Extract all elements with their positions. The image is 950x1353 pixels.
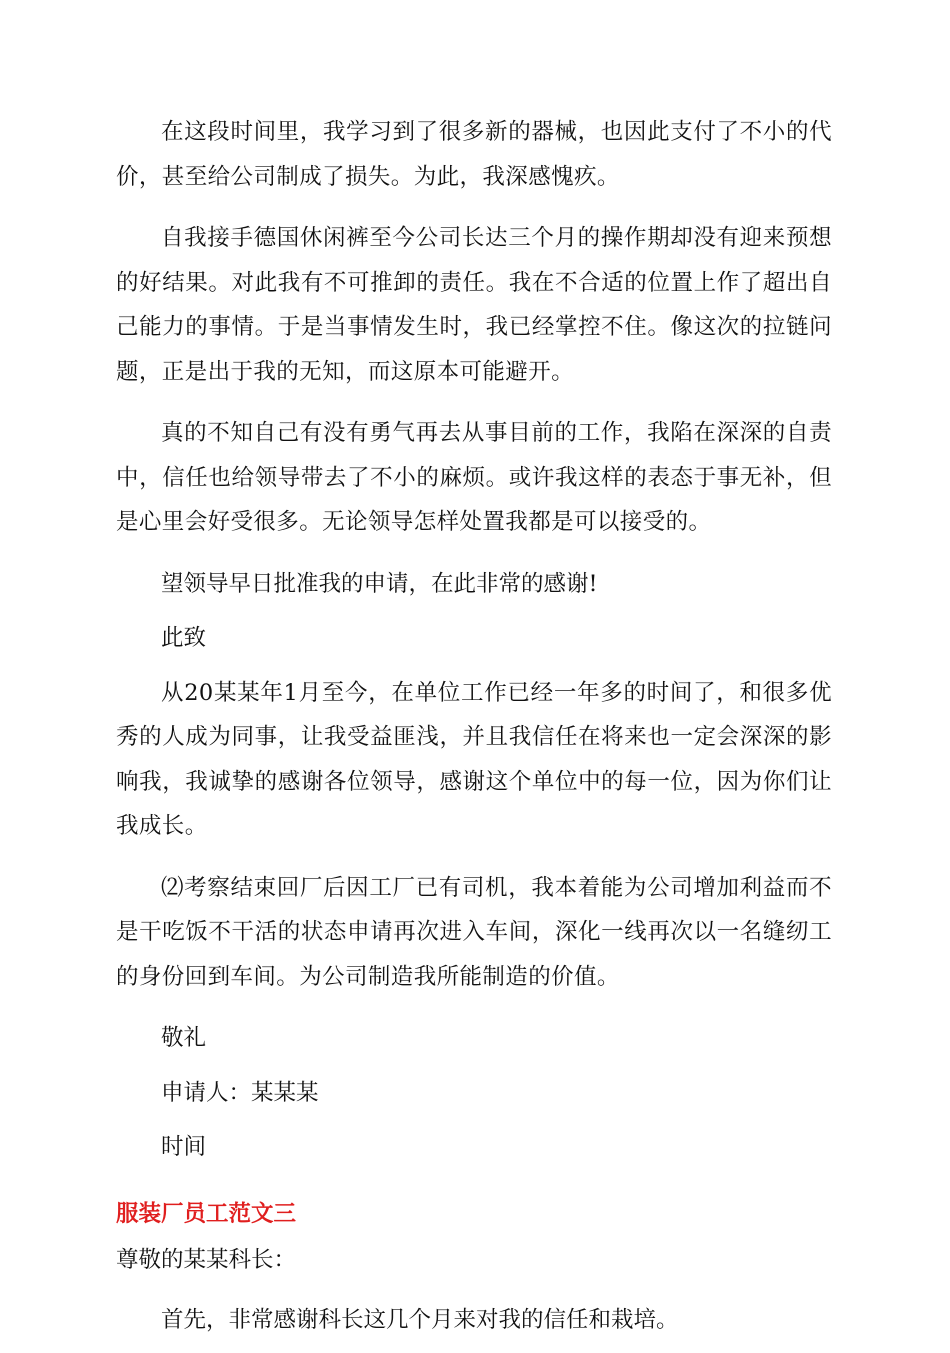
salutation: 尊敬的某某科长：	[116, 1246, 297, 1273]
paragraph-thanks-chief: 首先，非常感谢科长这几个月来对我的信任和栽培。	[161, 1307, 679, 1333]
time-line: 时间	[161, 1134, 207, 1160]
paragraph-request: 望领导早日批准我的申请，在此非常的感谢!	[161, 570, 598, 597]
closing-jingli: 敬礼	[161, 1025, 207, 1051]
section-heading: 服装厂员工范文三	[116, 1200, 297, 1227]
paragraph-responsibility: 自我接手德国休闲裤至今公司长达三个月的操作期却没有迎来预想的好结果。对此我有不可推卸的责任。我在不合适的位置上作了超出自己能力的事情。于是当事情发生时，我已经掌控不住。像这次的拉链问题，正是出于我的无知，而这原本可能避开。	[116, 225, 832, 385]
closing-cizhi: 此致	[161, 625, 207, 651]
document-page	[116, 110, 832, 1353]
paragraph-learning-cost: 在这段时间里，我学习到了很多新的器械，也因此支付了不小的代价，甚至给公司制成了损失。为此，我深感愧疚。	[116, 119, 832, 190]
paragraph-self-blame: 真的不知自己有没有勇气再去从事目前的工作，我陷在深深的自责中，信任也给领导带去了不小的麻烦。或许我这样的表态于事无补，但是心里会好受很多。无论领导怎样处置我都是可以接受的。	[116, 420, 832, 535]
paragraph-return-workshop: ⑵考察结束回厂后因工厂已有司机，我本着能为公司增加利益而不是干吃饭不干活的状态申请再次进入车间，深化一线再次以一名缝纫工的身份回到车间。为公司制造我所能制造的价值。	[116, 874, 832, 990]
paragraph-gratitude: 从20某某年1月至今，在单位工作已经一年多的时间了，和很多优秀的人成为同事，让我受益匪浅，并且我信任在将来也一定会深深的影响我，我诚挚的感谢各位领导，感谢这个单位中的每一位，因为你们让我成长。	[116, 679, 832, 839]
applicant-line: 申请人：某某某	[161, 1079, 319, 1106]
